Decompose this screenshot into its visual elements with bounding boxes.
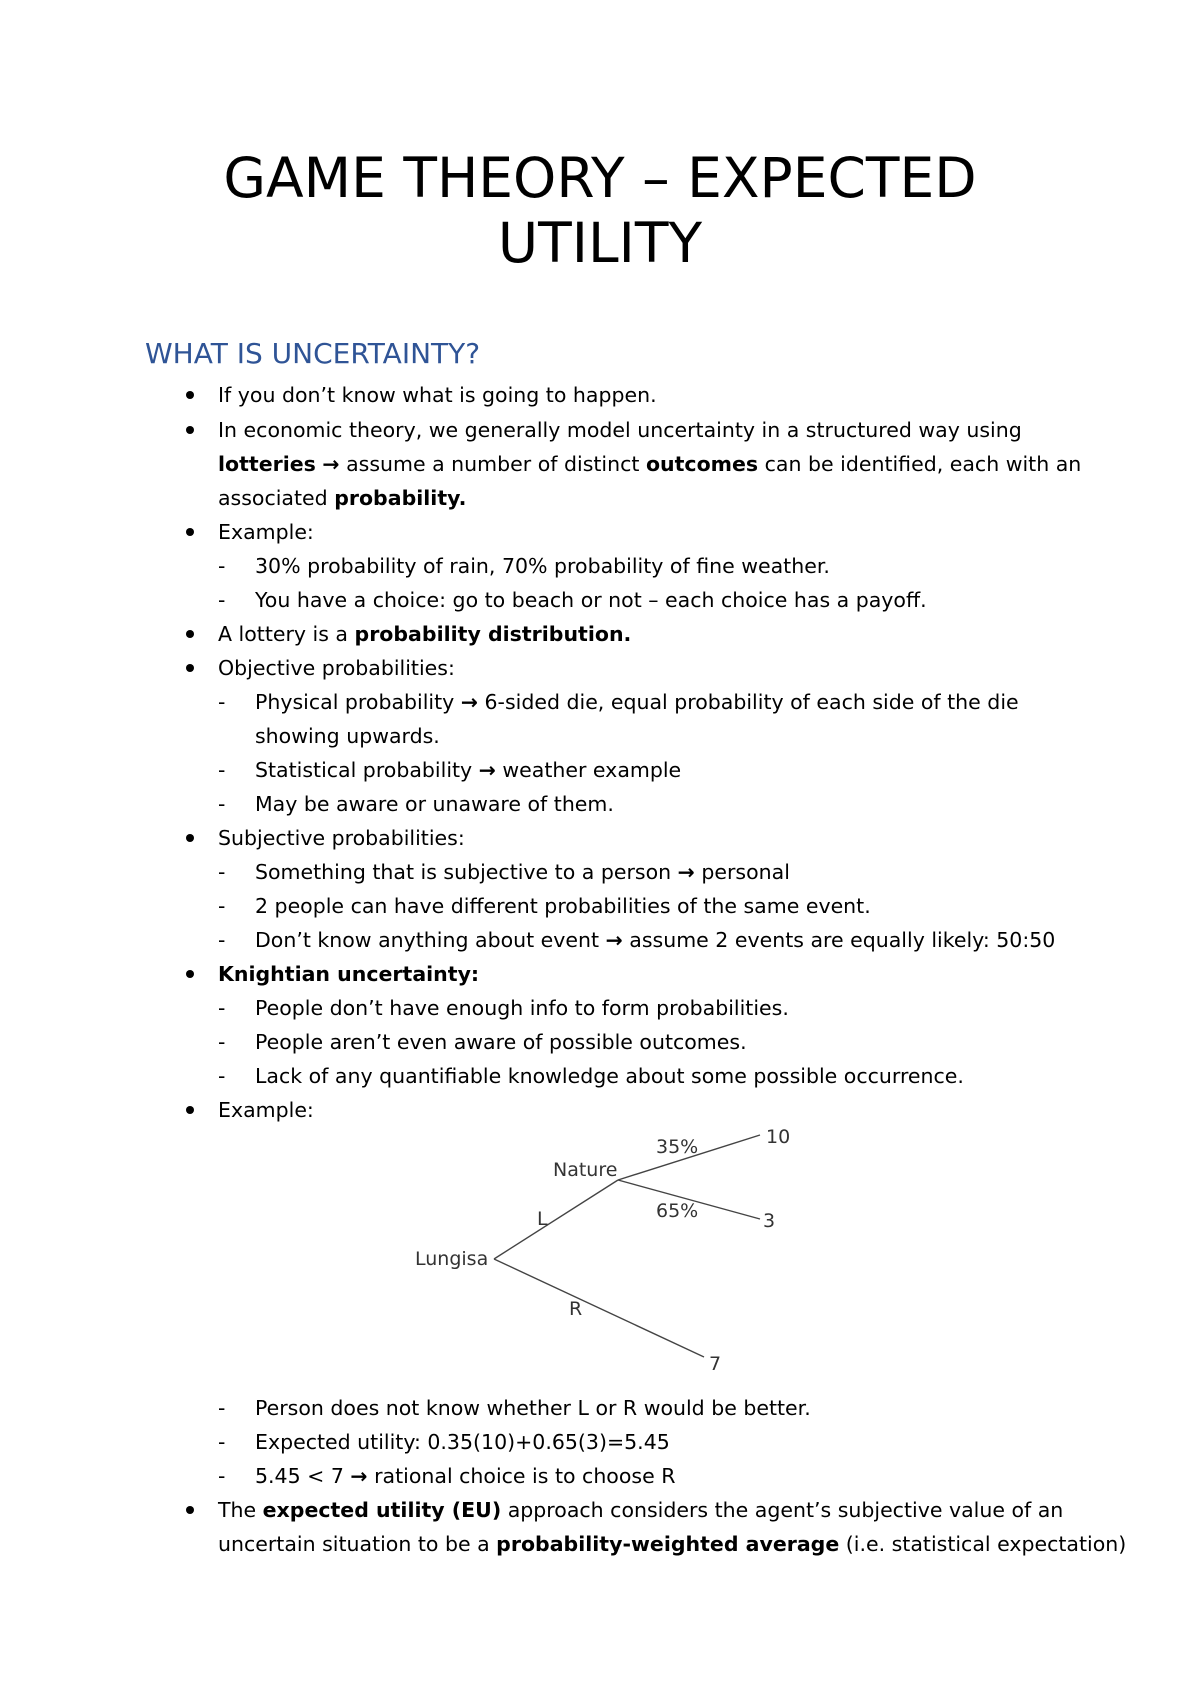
bullet-dot [186,970,194,978]
sub-item-text: Person does not know whether L or R would be better. [255,1396,811,1420]
payoff-7-label: 7 [709,1353,722,1375]
text-span: assume a number of distinct [339,452,646,476]
text-span: assume 2 events are equally likely: 50:50 [622,928,1056,952]
arrow-right-icon: → [677,860,695,884]
sub-item-text-continued: showing upwards. [255,724,440,748]
dash-marker: - [218,758,226,782]
bullet-text-continued [218,1530,1126,1558]
branch-65-line [618,1180,760,1219]
bullet-text-continued [218,450,1081,478]
text-span: Don’t know anything about event [255,928,606,952]
title-line-2: UTILITY [497,211,703,275]
text-span: rational choice is to choose R [367,1464,676,1488]
text-span: 5.45 < 7 [255,1464,351,1488]
text-span: The [218,1498,263,1522]
bullet-text: Example: [218,520,314,544]
sub-item-text: People don’t have enough info to form probabilities. [255,996,789,1020]
sub-item-text [255,1462,675,1490]
arrow-right-icon: → [350,1464,368,1488]
term-knightian-uncertainty: Knightian uncertainty: [218,962,480,986]
sub-item-text: People aren’t even aware of possible outcomes. [255,1030,747,1054]
term-probability: probability. [334,486,467,510]
bullet-dot [186,664,194,672]
text-span: weather example [495,758,682,782]
bullet-dot [186,528,194,536]
dash-marker: - [218,1464,226,1488]
dash-marker: - [218,1396,226,1420]
dash-marker: - [218,1430,226,1454]
text-span: (i.e. statistical expectation) [839,1532,1127,1556]
text-span: 6-sided die, equal probability of each side of the die [478,690,1019,714]
bullet-text [218,960,479,988]
arrow-right-icon: → [322,452,340,476]
bullet-text: In economic theory, we generally model uncertainty in a structured way using [218,418,1022,442]
arrow-right-icon: → [460,690,478,714]
bullet-dot [186,630,194,638]
probability-65-label: 65% [656,1200,699,1222]
bullet-text: If you don’t know what is going to happen. [218,383,657,407]
bullet-text: Subjective probabilities: [218,826,465,850]
dash-marker: - [218,554,226,578]
bullet-text-continued [218,484,466,512]
probability-35-label: 35% [656,1136,699,1158]
sub-item-text [255,756,681,784]
text-span: can be identified, each with an [758,452,1082,476]
term-expected-utility: expected utility (EU) [262,1498,502,1522]
sub-item-text: May be aware or unaware of them. [255,792,614,816]
term-probability-distribution: probability distribution. [354,622,632,646]
sub-item-text [255,926,1055,954]
bullet-dot [186,1106,194,1114]
term-outcomes: outcomes [645,452,759,476]
text-span: uncertain situation to be a [218,1532,497,1556]
bullet-dot [186,391,194,399]
bullet-text [218,1496,1063,1524]
text-span: personal [694,860,790,884]
branch-l-label: L [537,1208,548,1230]
dash-marker: - [218,996,226,1020]
dash-marker: - [218,860,226,884]
payoff-10-label: 10 [766,1126,791,1148]
node-lungisa-label: Lungisa [415,1248,489,1270]
dash-marker: - [218,1030,226,1054]
node-nature-label: Nature [553,1159,618,1181]
bullet-dot [186,834,194,842]
sub-item-text [255,858,790,886]
text-span: associated [218,486,335,510]
bullet-text: Example: [218,1098,314,1122]
bullet-dot [186,1506,194,1514]
dash-marker: - [218,792,226,816]
dash-marker: - [218,690,226,714]
dash-marker: - [218,928,226,952]
arrow-right-icon: → [478,758,496,782]
text-span: A lottery is a [218,622,355,646]
text-span: Physical probability [255,690,461,714]
branch-35-line [618,1135,760,1180]
text-span: approach considers the agent’s subjective value of an [501,1498,1064,1522]
bullet-text: Objective probabilities: [218,656,455,680]
sub-item-text: 2 people can have different probabilities of the same event. [255,894,871,918]
bullet-text [218,620,631,648]
text-span: Something that is subjective to a person [255,860,678,884]
branch-r-label: R [569,1298,583,1320]
sub-item-text: Lack of any quantifiable knowledge about some possible occurrence. [255,1064,964,1088]
branch-r-line [494,1259,704,1357]
payoff-3-label: 3 [763,1210,776,1232]
branch-l-line [494,1180,618,1259]
title-line-1: GAME THEORY – EXPECTED [223,146,977,210]
bullet-dot [186,426,194,434]
arrow-right-icon: → [605,928,623,952]
sub-item-text: Expected utility: 0.35(10)+0.65(3)=5.45 [255,1430,670,1454]
text-span: Statistical probability [255,758,479,782]
term-probability-weighted-average: probability-weighted average [496,1532,840,1556]
sub-item-text [255,688,1019,716]
sub-item-text: You have a choice: go to beach or not – each choice has a payoff. [255,588,927,612]
document-title [0,146,1200,276]
dash-marker: - [218,894,226,918]
dash-marker: - [218,1064,226,1088]
section-heading: WHAT IS UNCERTAINTY? [145,337,481,370]
term-lotteries: lotteries [218,452,316,476]
dash-marker: - [218,588,226,612]
sub-item-text: 30% probability of rain, 70% probability of fine weather. [255,554,830,578]
